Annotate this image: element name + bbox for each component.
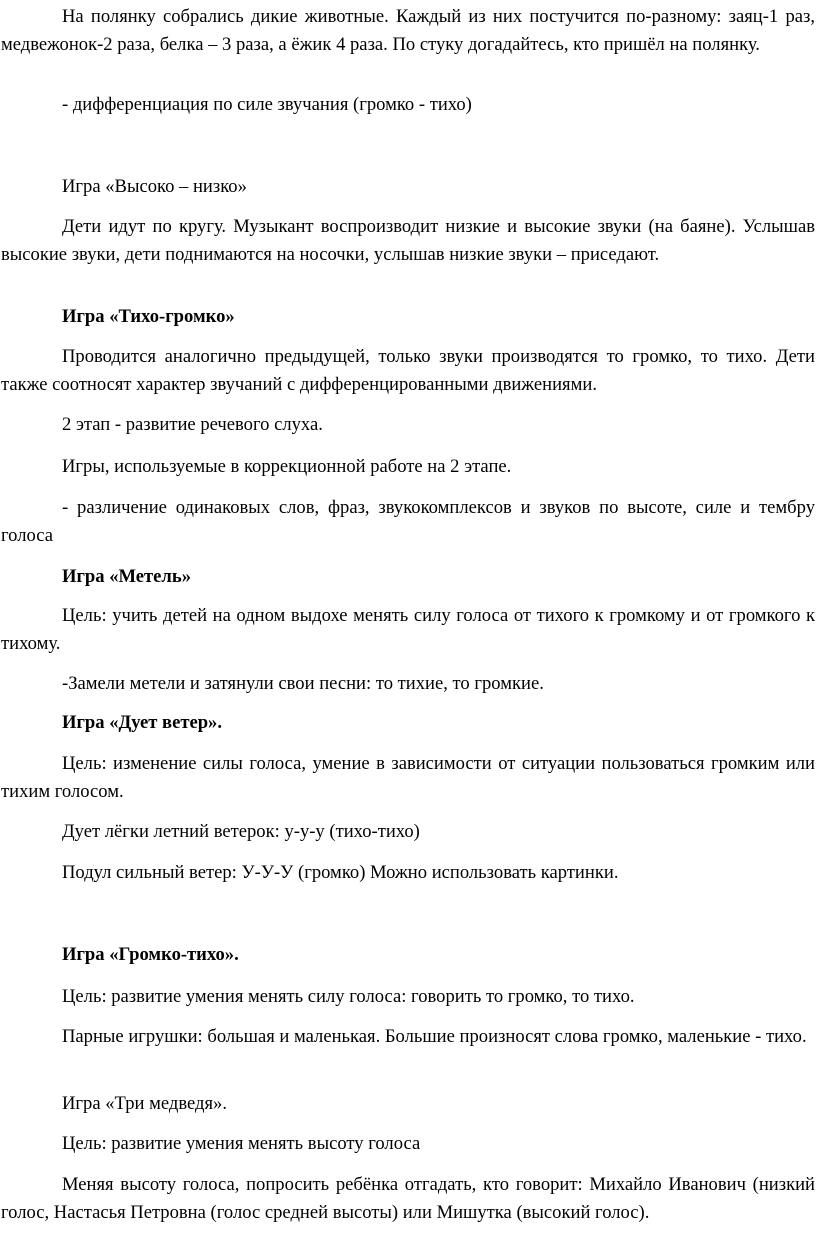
paragraph-strong-wind: Подул сильный ветер: У-У-У (громко) Можно использовать картинки. <box>62 862 619 883</box>
paragraph-three-bears-text: Меняя высоту голоса, попросить ребёнка отгадать, кто говорит: Михайло Иванович (низкий голос, Настасья Петровна (голос средней высоты) или Мишутка (высокий голос). <box>1 1174 815 1223</box>
paragraph-stage-2: 2 этап - развитие речевого слуха. <box>62 414 323 435</box>
paragraph-stage-2-games: Игры, используемые в коррекционной работе на 2 этапе. <box>62 456 512 477</box>
paragraph-loudness-differentiation: - дифференциация по силе звучания (громко - тихо) <box>62 94 472 115</box>
paragraph-high-low-description: Дети идут по кругу. Музыкант воспроизводит низкие и высокие звуки (на баяне). Услышав высокие звуки, дети поднимаются на носочки, услышав низкие звуки – приседают. <box>1 216 815 265</box>
paragraph-paired-toys: Парные игрушки: большая и маленькая. Большие произносят слова громко, маленькие - тихо. <box>62 1026 807 1047</box>
heading-game-loud-quiet: Игра «Громко-тихо». <box>62 944 239 965</box>
heading-game-quiet-loud: Игра «Тихо-громко» <box>62 306 235 327</box>
paragraph-loud-quiet-goal: Цель: развитие умения менять силу голоса: говорить то громко, то тихо. <box>62 986 635 1007</box>
paragraph-blizzard-goal: Цель: учить детей на одном выдохе менять силу голоса от тихого к громкому и от громкого к тихому. <box>1 605 815 654</box>
paragraph-wind-goal: Цель: изменение силы голоса, умение в зависимости от ситуации пользоваться громким или тихим голосом. <box>1 753 815 802</box>
paragraph-three-bears-goal: Цель: развитие умения менять высоту голоса <box>62 1133 421 1154</box>
heading-game-blizzard: Игра «Метель» <box>62 566 191 587</box>
paragraph-animals-knock: На полянку собрались дикие животные. Каждый из них постучится по-разному: заяц-1 раз, медвежонок-2 раза, белка – 3 раза, а ёжик 4 раза. По стуку догадайтесь, кто пришёл на полянку. <box>1 6 815 55</box>
heading-game-three-bears: Игра «Три медведя». <box>62 1093 227 1114</box>
paragraph-blizzard-text: -Замели метели и затянули свои песни: то тихие, то громкие. <box>62 673 544 694</box>
paragraph-discrimination: - различение одинаковых слов, фраз, звукокомплексов и звуков по высоте, силе и тембру голоса <box>1 497 815 546</box>
paragraph-quiet-loud-description: Проводится аналогично предыдущей, только звуки производятся то громко, то тихо. Дети также соотносят характер звучаний с дифференцированными движениями. <box>1 346 815 395</box>
heading-game-high-low: Игра «Высоко – низко» <box>62 176 247 197</box>
heading-game-wind: Игра «Дует ветер». <box>62 712 223 733</box>
paragraph-light-breeze: Дует лёгки летний ветерок: у-у-у (тихо-тихо) <box>62 821 420 842</box>
